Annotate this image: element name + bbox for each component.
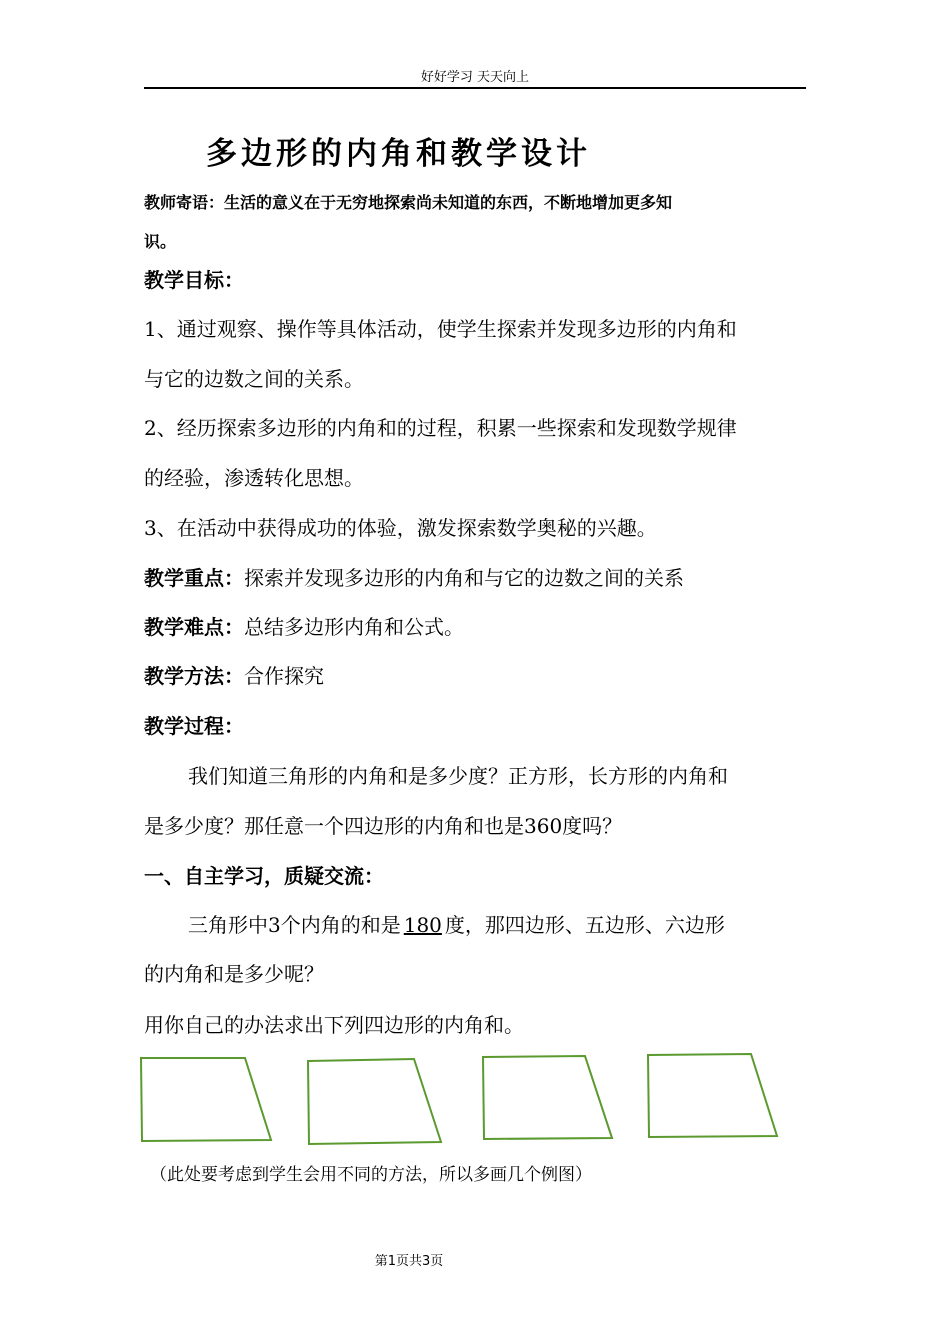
section-1-text-before: 三角形中3个内角的和是: [188, 913, 401, 937]
difficulty: [144, 611, 464, 640]
quadrilateral-3: [481, 1053, 618, 1143]
section-1-task: 用你自己的办法求出下列四边形的内角和。: [144, 1013, 524, 1037]
method-text: 合作探究: [244, 664, 324, 688]
quadrilateral-3-outline: [483, 1056, 612, 1139]
header-rule: [144, 87, 806, 89]
process-heading: 教学过程：: [144, 714, 244, 738]
section-1-paragraph-line-1: [188, 909, 725, 938]
document-title: 多边形的内角和教学设计: [206, 136, 591, 172]
difficulty-text: 总结多边形内角和公式。: [244, 615, 464, 639]
teacher-note: （此处要考虑到学生会用不同的方法，所以多画几个例图）: [150, 1165, 592, 1185]
motto-line-2: 识。: [144, 232, 177, 251]
objective-3: 3、在活动中获得成功的体验，激发探索数学奥秘的兴趣。: [144, 516, 657, 540]
objective-1-line-2: 与它的边数之间的关系。: [144, 367, 364, 391]
difficulty-label: 教学难点：: [144, 615, 244, 639]
objective-2-line-2: 的经验，渗透转化思想。: [144, 466, 364, 490]
quadrilateral-1: [138, 1054, 278, 1146]
section-1-heading: 一、自主学习，质疑交流：: [144, 864, 384, 888]
quadrilateral-2-outline: [308, 1059, 441, 1144]
process-intro-line-2: 是多少度？那任意一个四边形的内角和也是360度吗？: [144, 814, 623, 838]
quadrilateral-2: [305, 1056, 448, 1148]
quadrilateral-1-outline: [141, 1058, 271, 1141]
objective-1-line-1: 1、通过观察、操作等具体活动，使学生探索并发现多边形的内角和: [144, 317, 737, 341]
section-1-text-after: 度，那四边形、五边形、六边形: [444, 913, 725, 937]
key-point-text: 探索并发现多边形的内角和与它的边数之间的关系: [244, 566, 684, 590]
page-footer: 第1页共3页: [374, 1254, 444, 1269]
quadrilateral-4: [645, 1051, 783, 1141]
objective-2-line-1: 2、经历探索多边形的内角和的过程，积累一些探索和发现数学规律: [144, 416, 737, 440]
method: [144, 660, 324, 689]
quadrilateral-4-outline: [648, 1054, 777, 1137]
objectives-heading: 教学目标：: [144, 268, 244, 292]
page-header: 好好学习 天天向上: [420, 70, 530, 85]
key-point-label: 教学重点：: [144, 566, 244, 590]
section-1-paragraph-line-2: 的内角和是多少呢？: [144, 962, 324, 986]
motto-line-1: 教师寄语：生活的意义在于无穷地探索尚未知道的东西，不断地增加更多知: [144, 193, 673, 212]
answer-blank: 180: [403, 913, 442, 937]
method-label: 教学方法：: [144, 664, 244, 688]
key-point: [144, 562, 684, 591]
process-intro-line-1: 我们知道三角形的内角和是多少度？正方形，长方形的内角和: [188, 764, 728, 788]
